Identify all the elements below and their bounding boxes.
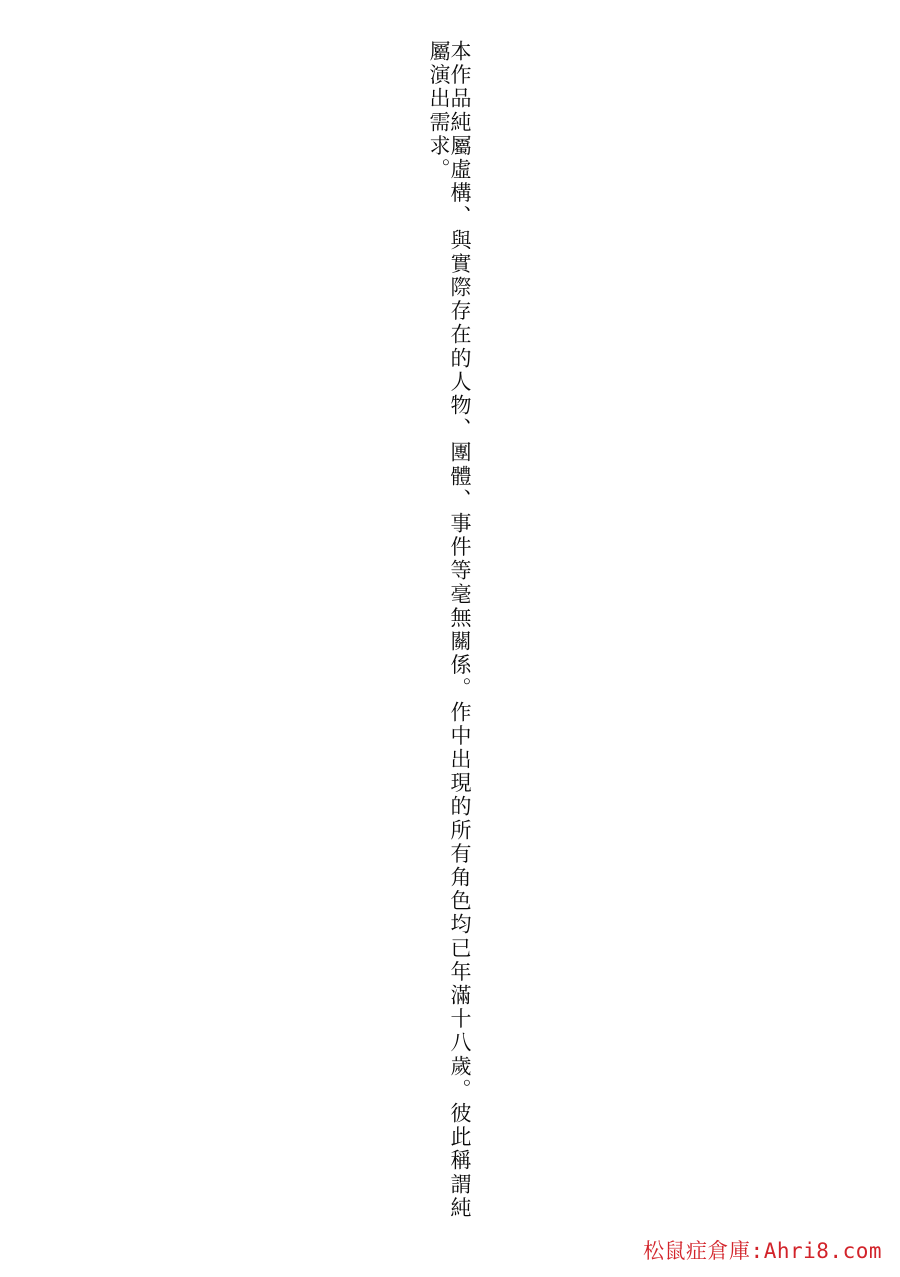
watermark-credit: 松鼠症倉庫:Ahri8.com: [643, 1239, 882, 1263]
disclaimer-vertical-text: 本作品純屬虛構、與實際存在的人物、團體、事件等毫無關係。作中出現的所有角色均已年滿十八歲。彼此稱謂純屬演出需求。: [427, 40, 472, 1220]
